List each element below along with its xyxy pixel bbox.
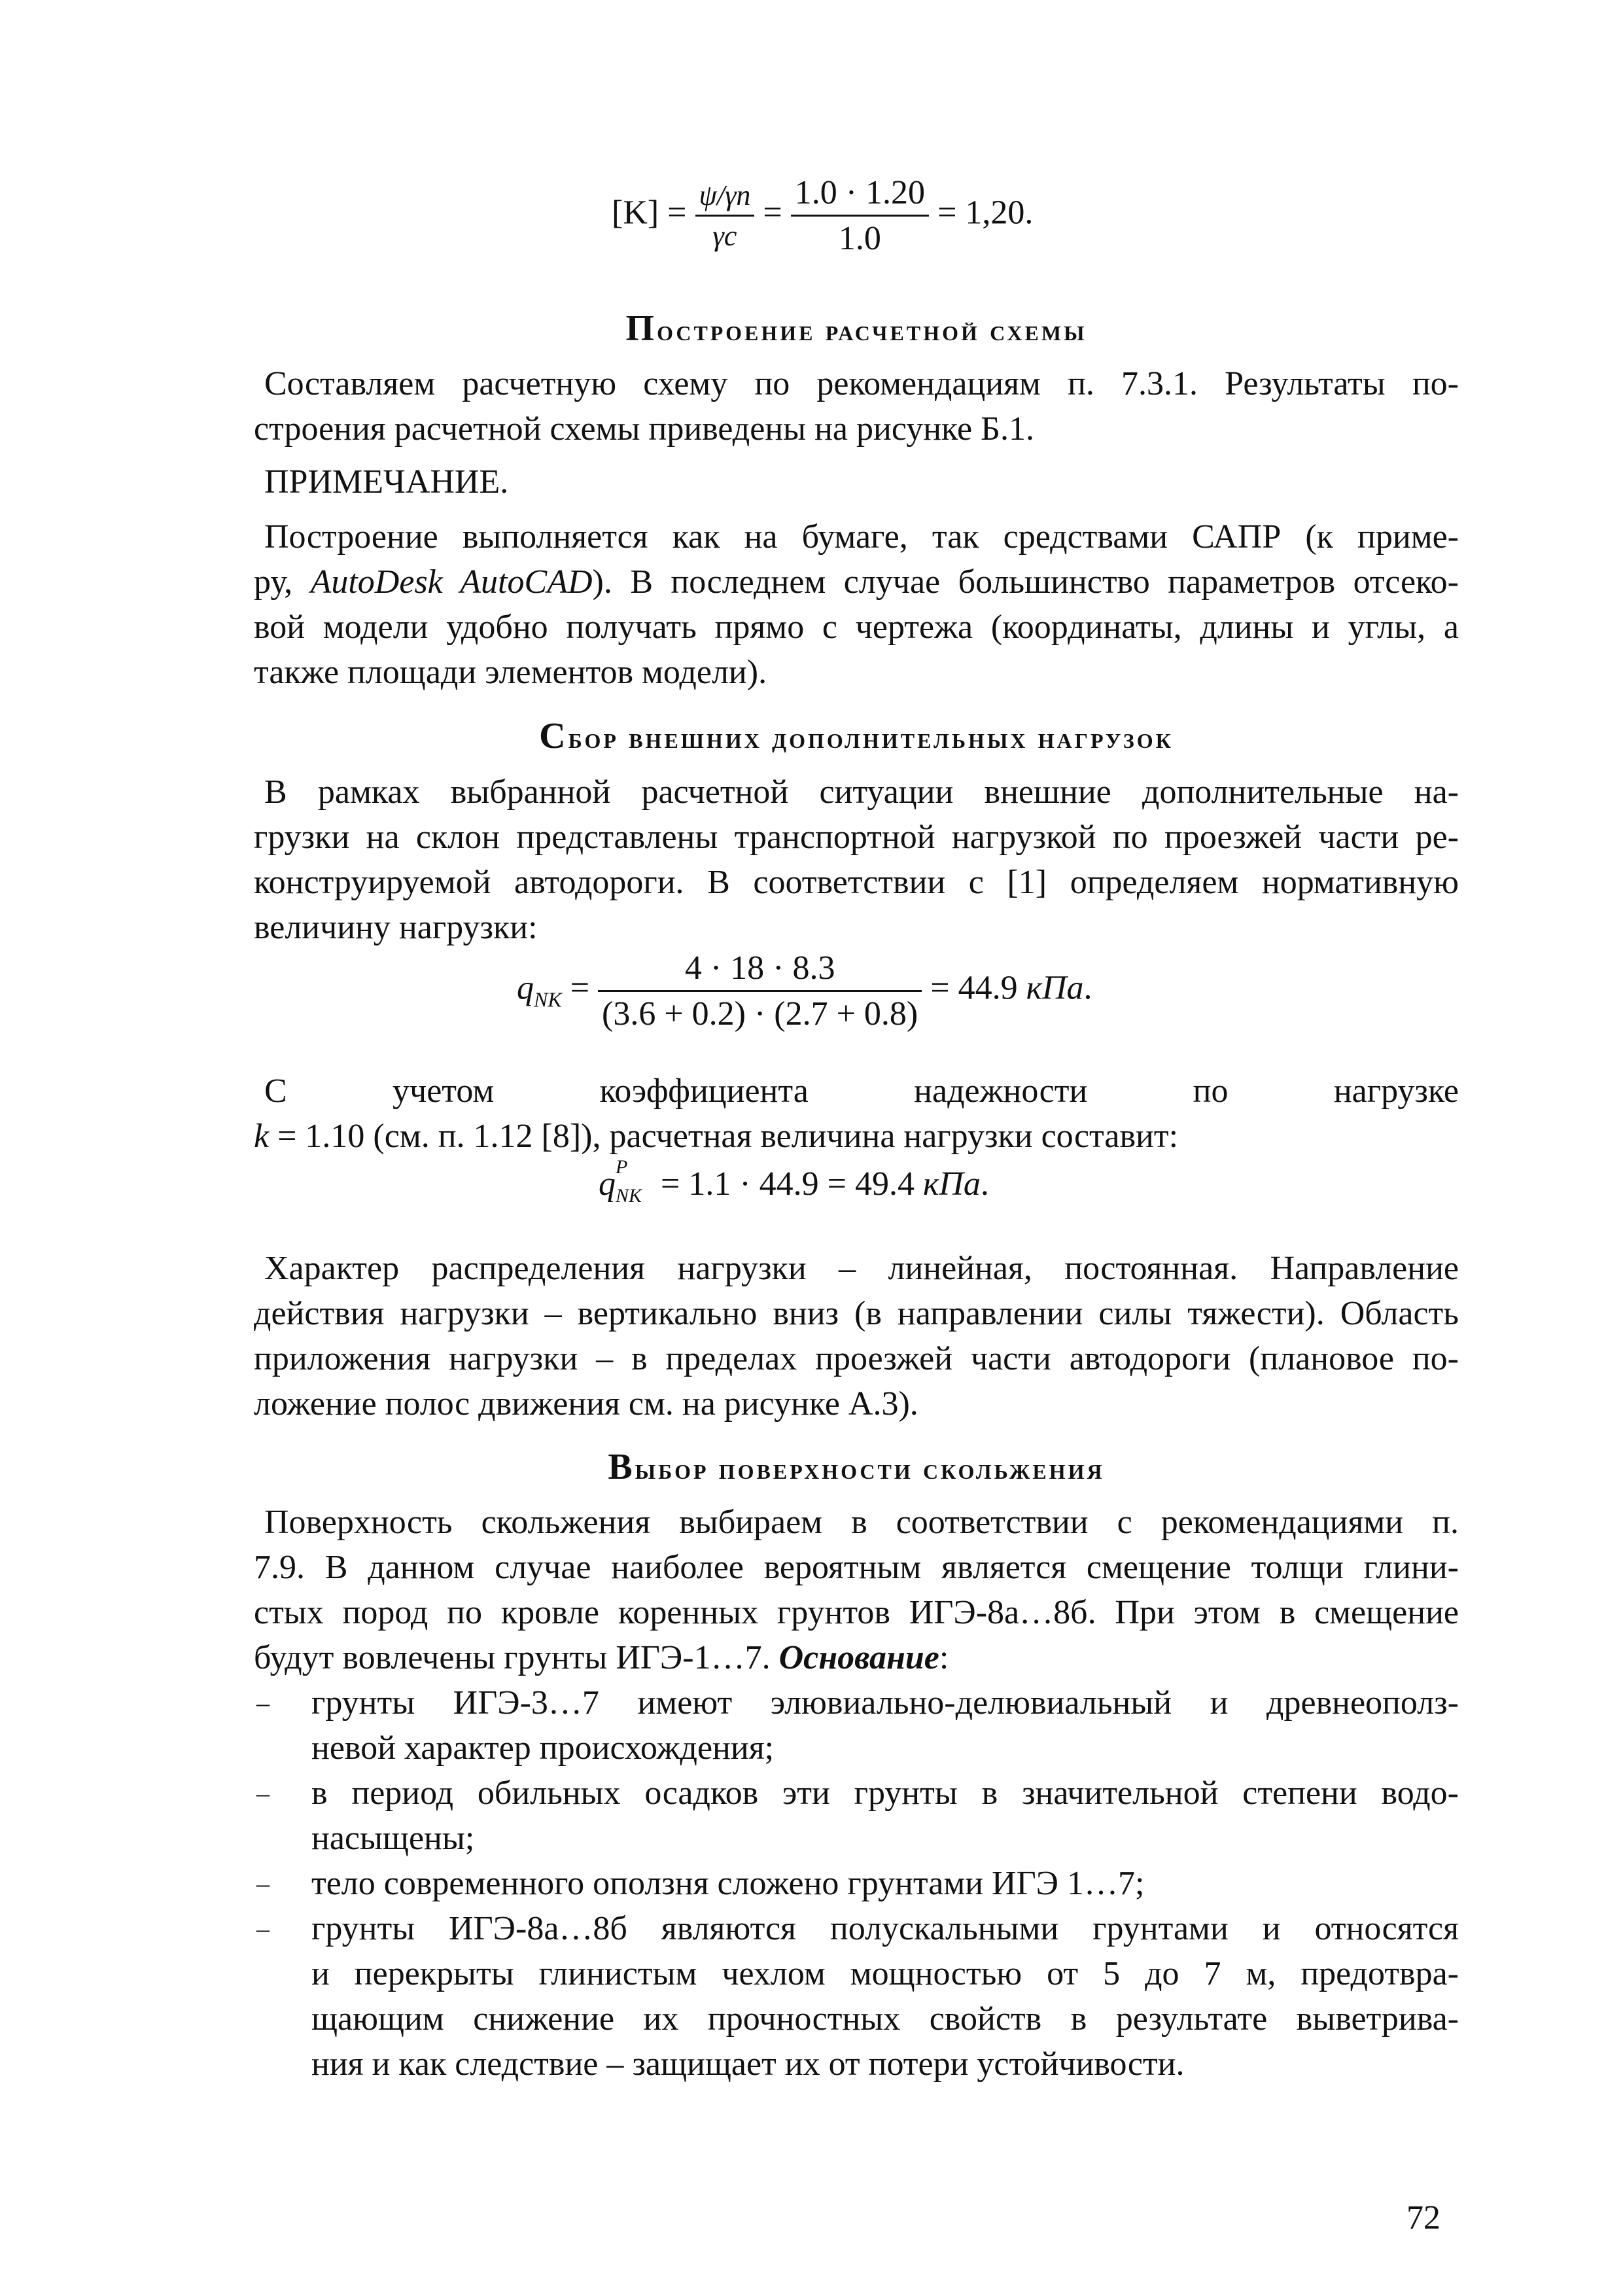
list-dash: – bbox=[256, 1778, 270, 1808]
formula-k-fraction-1 bbox=[695, 179, 755, 253]
paragraph-2-line-2 bbox=[254, 559, 1459, 605]
heading-1-rest: остроение расчетной схемы bbox=[657, 314, 1087, 347]
list-item-3-line-1: тело современного оползня сложено грунтами ИГЭ 1…7; bbox=[311, 1865, 1145, 1902]
paragraph-6-line-4a: будут вовлечены грунты ИГЭ-1…7. bbox=[254, 1639, 779, 1676]
paragraph-2-line-1: Построение выполняется как на бумаге, так средствами САПР (к приме- bbox=[264, 518, 1459, 556]
formula-qp-sup: P bbox=[616, 1156, 628, 1178]
paragraph-1-line-1: Составляем расчетную схему по рекомендациям п. 7.3.1. Результаты по- bbox=[264, 365, 1459, 402]
paragraph-3-line-3: конструируемой автодороги. В соответствии с [1] определяем нормативную bbox=[254, 864, 1459, 901]
paragraph-2-line-2c: ). В последнем случае большинство параметров отсеко- bbox=[592, 563, 1459, 601]
basis-label: Основание bbox=[778, 1639, 939, 1676]
formula-q-numerator: 4 · 18 · 8.3 bbox=[598, 949, 922, 992]
paragraph-6-line-1: Поверхность скольжения выбираем в соответствии с рекомендациями п. bbox=[264, 1504, 1459, 1541]
paragraph-5-line-2: действия нагрузки – вертикально вниз (в направлении силы тяжести). Область bbox=[254, 1295, 1459, 1332]
paragraph-3 bbox=[254, 769, 1459, 950]
paragraph-3-line-4: величину нагрузки: bbox=[254, 909, 538, 946]
paragraph-6-line-2: 7.9. В данном случае наиболее вероятным является смещение толщи глини- bbox=[254, 1549, 1459, 1586]
paragraph-6-line-3: стых пород по кровле коренных грунтов ИГЭ-8а…8б. При этом в смещение bbox=[254, 1594, 1459, 1631]
section-heading-2 bbox=[254, 715, 1459, 757]
paragraph-1-line-2: строения расчетной схемы приведены на рисунке Б.1. bbox=[254, 410, 1034, 448]
list-item bbox=[254, 1861, 1459, 1906]
paragraph-5-line-3: приложения нагрузки – в пределах проезжей части автодороги (плановое по- bbox=[254, 1340, 1459, 1377]
formula-qp-unit: кПа bbox=[922, 1165, 981, 1203]
heading-1-cap: П bbox=[625, 308, 657, 349]
paragraph-5-line-4: ложение полос движения см. на рисунке А.3). bbox=[254, 1385, 918, 1422]
formula-q-unit: кПа bbox=[1026, 969, 1084, 1007]
paragraph-6-line-4 bbox=[254, 1635, 1459, 1680]
formula-k-frac1-num: ψ/γn bbox=[695, 179, 755, 217]
formula-q-fraction bbox=[598, 949, 922, 1033]
formula-qp-rhs: = 1.1 · 44.9 = 49.4 bbox=[661, 1165, 915, 1203]
autocad-name: AutoDesk AutoCAD bbox=[310, 563, 593, 601]
list-item-2-line-2: насыщены; bbox=[311, 1820, 475, 1857]
list-item-2-line-1: в период обильных осадков эти грунты в значительной степени водо- bbox=[311, 1775, 1459, 1812]
list-item bbox=[254, 1906, 1459, 2087]
paragraph-2 bbox=[254, 514, 1459, 695]
paragraph-2-line-4: также площади элементов модели). bbox=[254, 654, 767, 691]
paragraph-4-line-2b: = 1.10 (см. п. 1.12 [8]), расчетная величина нагрузки составит: bbox=[269, 1118, 1179, 1155]
formula-k-frac2-den: 1.0 bbox=[838, 220, 881, 257]
list-item-4-line-2: и перекрыты глинистым чехлом мощностью от 5 до 7 м, предотвра- bbox=[311, 1955, 1459, 1992]
heading-3-cap: В bbox=[608, 1447, 635, 1487]
formula-k-eq1: = bbox=[763, 194, 782, 232]
list-item-4-line-1: грунты ИГЭ-8а…8б являются полускальными грунтами и относятся bbox=[311, 1910, 1459, 1947]
heading-2-rest: бор внешних дополнительных нагрузок bbox=[568, 722, 1174, 754]
paragraph-4 bbox=[254, 1069, 1459, 1159]
paragraph-6 bbox=[254, 1500, 1459, 1680]
formula-k-lhs: [K] = bbox=[612, 194, 687, 232]
paragraph-5-line-1: Характер распределения нагрузки – линейная, постоянная. Направление bbox=[264, 1250, 1459, 1287]
paragraph-6-line-4c: : bbox=[939, 1639, 949, 1676]
coefficient-k: k bbox=[254, 1118, 270, 1155]
formula-k-frac2-num: 1.0 · 1.20 bbox=[791, 173, 929, 217]
formula-qp-nk bbox=[599, 1156, 989, 1207]
list-item bbox=[254, 1771, 1459, 1861]
formula-q-denominator: (3.6 + 0.2) · (2.7 + 0.8) bbox=[602, 995, 918, 1033]
list-dash: – bbox=[256, 1914, 270, 1943]
formula-q-rhs: = 44.9 bbox=[930, 969, 1018, 1007]
formula-k-end: . bbox=[1024, 194, 1034, 232]
paragraph-4-line-1: С учетом коэффициента надежности по нагрузке bbox=[264, 1072, 1459, 1110]
paragraph-4-line-2 bbox=[254, 1114, 1459, 1159]
formula-k-frac1-den: γc bbox=[712, 220, 737, 252]
list-item bbox=[254, 1680, 1459, 1771]
list-item-4-line-4: ния и как следствие – защищает их от потери устойчивости. bbox=[311, 2045, 1185, 2083]
list-item-1-line-1: грунты ИГЭ-3…7 имеют элювиально-делювиальный и древнеополз- bbox=[311, 1684, 1459, 1722]
formula-k bbox=[612, 173, 1033, 258]
list-dash: – bbox=[256, 1869, 270, 1898]
paragraph-3-line-1: В рамках выбранной расчетной ситуации внешние дополнительные на- bbox=[264, 773, 1459, 811]
formula-k-fraction-2 bbox=[791, 173, 929, 258]
heading-3-rest: ыбор поверхности скольжения bbox=[635, 1453, 1105, 1485]
paragraph-3-line-2: грузки на склон представлены транспортной нагрузкой по проезжей части ре- bbox=[254, 819, 1459, 856]
list-item-4-line-3: щающим снижение их прочностных свойств в результате выветрива- bbox=[311, 2000, 1459, 2038]
formula-q-nk bbox=[517, 949, 1092, 1033]
formula-q-end: . bbox=[1083, 969, 1092, 1007]
formula-qp-sub: NK bbox=[616, 1185, 642, 1207]
list-item-1-line-2: невой характер происхождения; bbox=[311, 1729, 775, 1767]
paragraph-1 bbox=[254, 361, 1459, 451]
page-number: 72 bbox=[1406, 2199, 1440, 2236]
section-heading-1 bbox=[254, 308, 1459, 349]
list-dash: – bbox=[256, 1688, 270, 1718]
formula-qp-end: . bbox=[980, 1165, 989, 1203]
formula-q-lhs: q bbox=[517, 969, 534, 1007]
reasons-list bbox=[254, 1680, 1459, 2087]
section-heading-3 bbox=[254, 1446, 1459, 1488]
note-label: ПРИМЕЧАНИЕ. bbox=[264, 463, 509, 501]
paragraph-2-line-3: вой модели удобно получать прямо с чертежа (координаты, длины и углы, а bbox=[254, 609, 1459, 646]
formula-q-lhs-sub: NK bbox=[534, 987, 562, 1012]
formula-k-eq2: = 1,20 bbox=[937, 194, 1025, 232]
formula-qp-lhs: q bbox=[599, 1165, 616, 1203]
heading-2-cap: С bbox=[539, 716, 568, 756]
paragraph-2-line-2a: ру, bbox=[254, 563, 311, 601]
formula-q-eq: = bbox=[570, 969, 590, 1007]
paragraph-5 bbox=[254, 1246, 1459, 1426]
formula-qp-indices bbox=[616, 1156, 652, 1207]
